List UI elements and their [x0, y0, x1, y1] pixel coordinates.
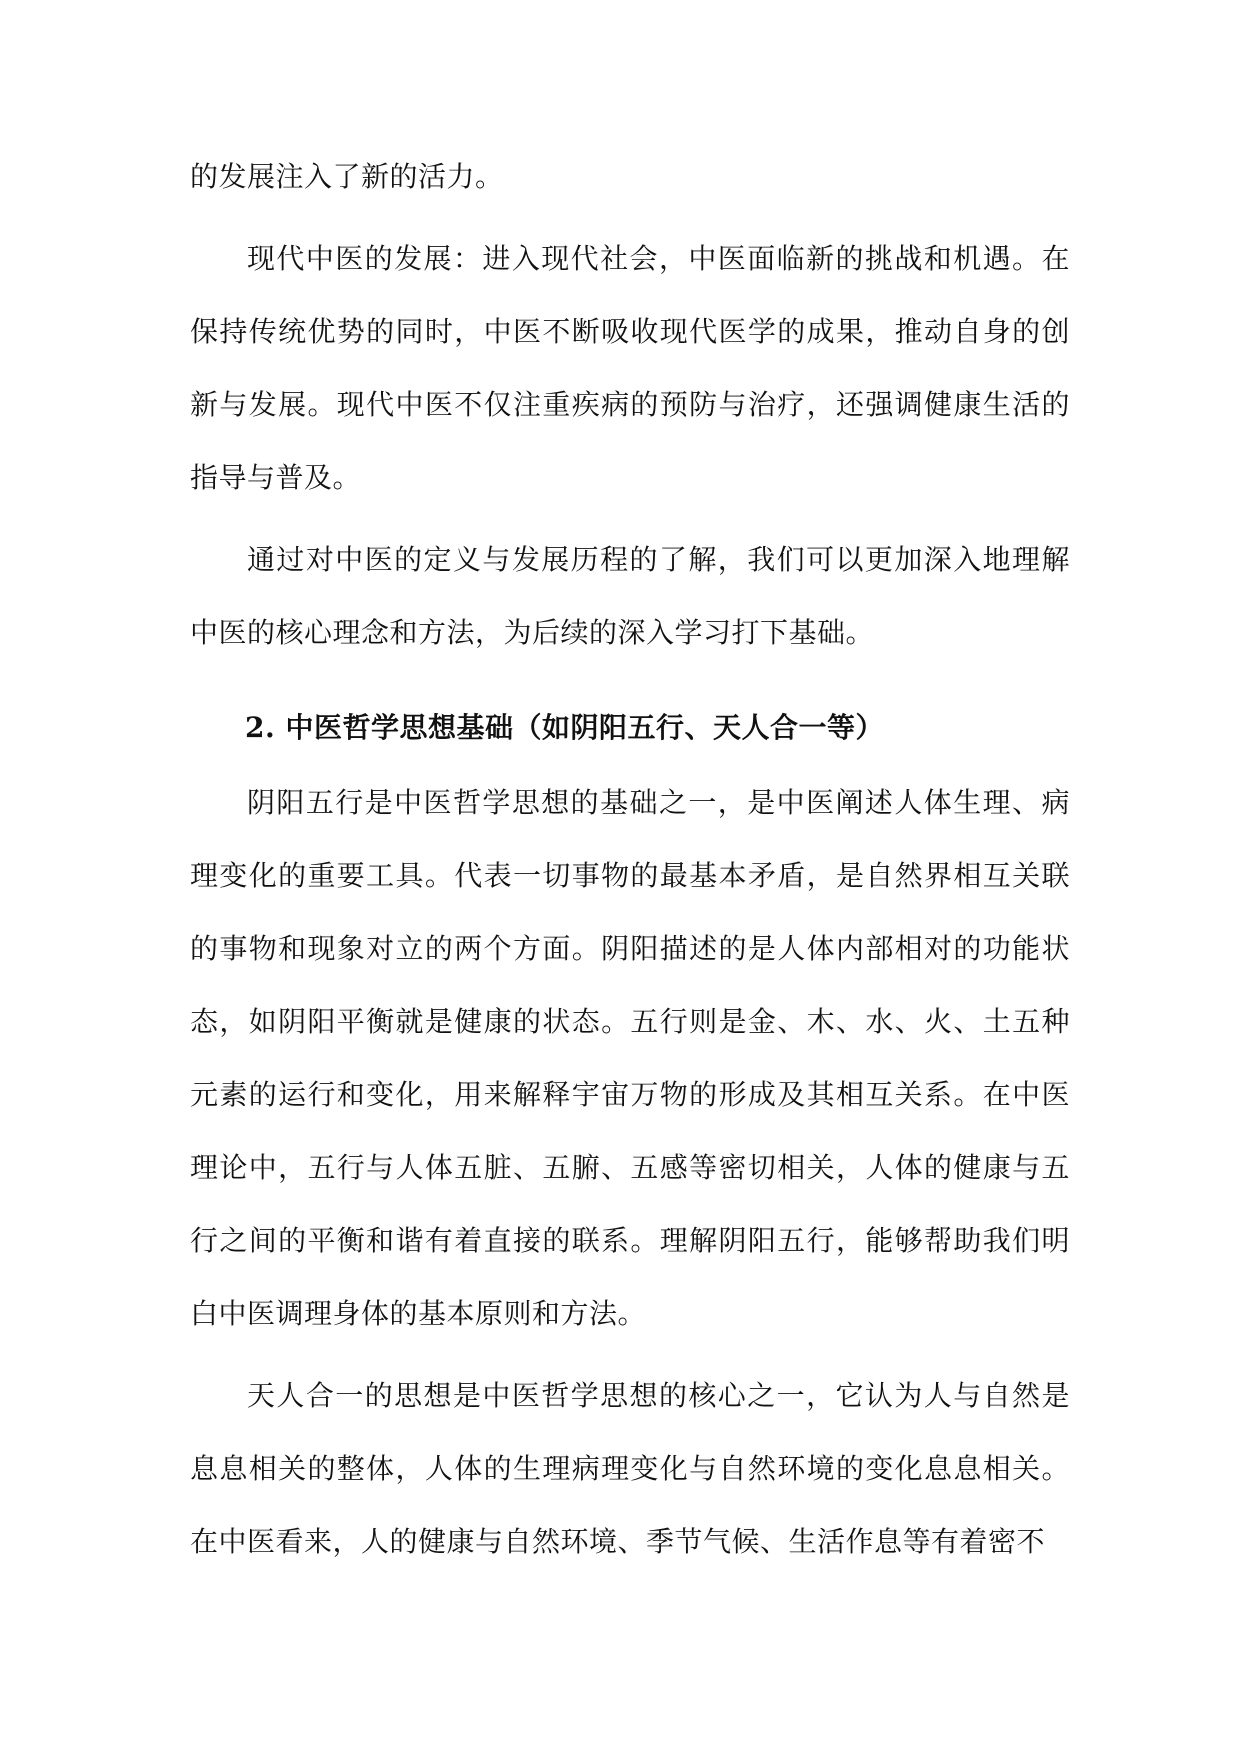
- paragraph-modern-tcm: 现代中医的发展：进入现代社会，中医面临新的挑战和机遇。在保持传统优势的同时，中医不断吸收现代医学的成果，推动自身的创新与发展。现代中医不仅注重疾病的预防与治疗，还强调健康生活的指导与普及。: [190, 242, 1070, 494]
- paragraph-summary: 通过对中医的定义与发展历程的了解，我们可以更加深入地理解中医的核心理念和方法，为后续的深入学习打下基础。: [190, 543, 1070, 649]
- paragraph-heaven-human-unity: 天人合一的思想是中医哲学思想的核心之一，它认为人与自然是息息相关的整体，人体的生理病理变化与自然环境的变化息息相关。在中医看来，人的健康与自然环境、季节气候、生活作息等有着密不: [190, 1379, 1070, 1558]
- paragraph-yin-yang-five-elements: 阴阳五行是中医哲学思想的基础之一，是中医阐述人体生理、病理变化的重要工具。代表一切事物的最基本矛盾，是自然界相互关联的事物和现象对立的两个方面。阴阳描述的是人体内部相对的功能状态，如阴阳平衡就是健康的状态。五行则是金、木、水、火、土五种元素的运行和变化，用来解释宇宙万物的形成及其相互关系。在中医理论中，五行与人体五脏、五腑、五感等密切相关，人体的健康与五行之间的平衡和谐有着直接的联系。理解阴阳五行，能够帮助我们明白中医调理身体的基本原则和方法。: [190, 786, 1070, 1330]
- document-body: [190, 140, 1070, 1578]
- paragraph-continuation: 的发展注入了新的活力。: [190, 160, 504, 193]
- section-heading: 2. 中医哲学思想基础（如阴阳五行、天人合一等）: [245, 711, 884, 744]
